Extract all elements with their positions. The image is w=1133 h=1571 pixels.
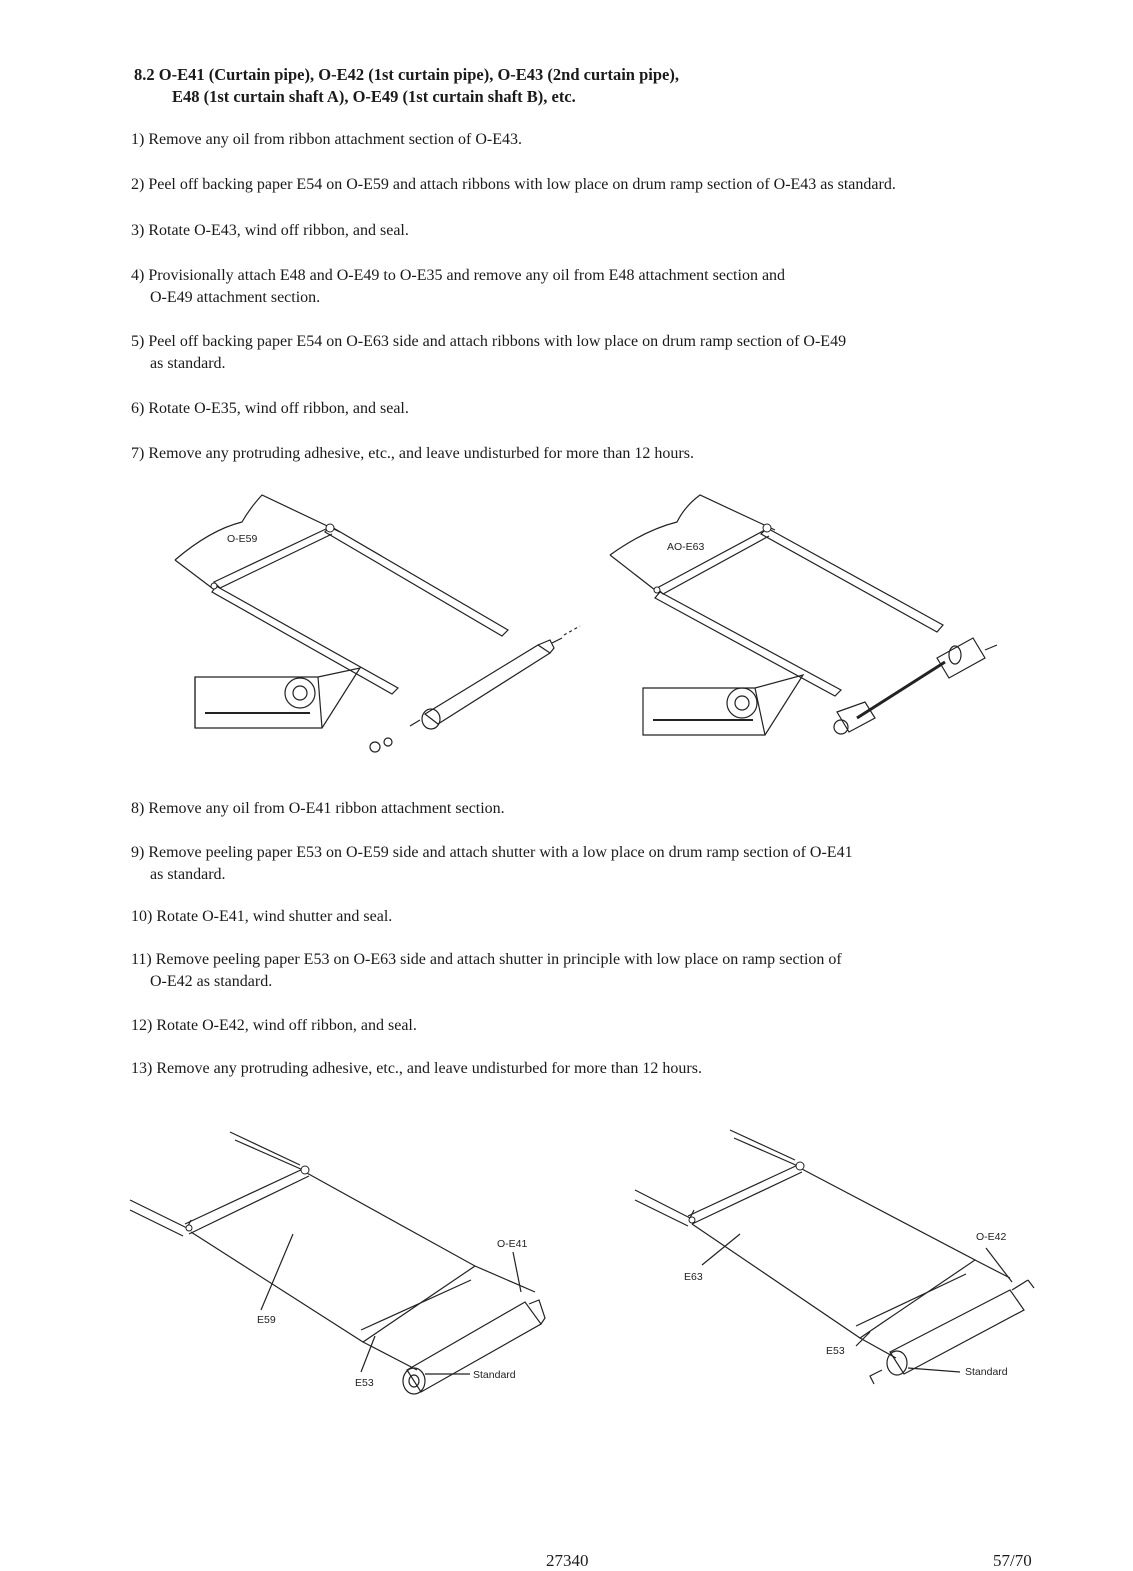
ribbon-top: [761, 528, 943, 632]
e-ring-2: [384, 738, 392, 746]
drum-ramp-block: [643, 675, 803, 735]
step-8: [131, 798, 1051, 820]
shutter-sheet: [191, 1172, 475, 1342]
paper-e53-edge: [856, 1274, 966, 1326]
section-title-line-1: 8.2 O-E41 (Curtain pipe), O-E42 (1st curtain pipe), O-E43 (2nd curtain pipe),: [134, 65, 679, 84]
step-6: [131, 398, 1051, 420]
step-13-text: 13) Remove any protruding adhesive, etc., and leave undisturbed for more than 12 hours.: [131, 1060, 702, 1077]
step-6-text: 6) Rotate O-E35, wind off ribbon, and seal.: [131, 400, 409, 417]
step-11-continuation: O-E42 as standard.: [150, 973, 273, 990]
shutter-top-edge: [185, 1168, 305, 1224]
label-e63: E63: [684, 1271, 703, 1283]
document-code: 27340: [546, 1551, 589, 1570]
label-standard: Standard: [473, 1369, 516, 1381]
step-3: [131, 220, 1051, 242]
step-9-text: 9) Remove peeling paper E53 on O-E59 side and attach shutter with a low place on drum ramp section of O-E41: [131, 844, 853, 861]
page-number: 57/70: [993, 1551, 1032, 1570]
backing-paper-outline: [175, 495, 340, 560]
figure-shutter-o-e41: [125, 1120, 565, 1400]
step-7-text: 7) Remove any protruding adhesive, etc., and leave undisturbed for more than 12 hours.: [131, 445, 694, 462]
step-3-text: 3) Rotate O-E43, wind off ribbon, and seal.: [131, 222, 409, 239]
step-11: [131, 949, 1051, 993]
step-5-continuation: as standard.: [150, 355, 226, 372]
label-o-e41: O-E41: [497, 1238, 528, 1250]
ribbon-top: [325, 526, 508, 636]
label-o-e59: O-E59: [227, 533, 258, 545]
step-11-text: 11) Remove peeling paper E53 on O-E63 side and attach shutter in principle with low place on ramp section of: [131, 951, 842, 968]
step-2-text: 2) Peel off backing paper E54 on O-E59 and attach ribbons with low place on drum ramp section of O-E43 as standard.: [131, 176, 896, 193]
label-ao-e63: AO-E63: [667, 541, 705, 553]
pipe-o-e43: [425, 645, 550, 724]
step-8-text: 8) Remove any oil from O-E41 ribbon attachment section.: [131, 800, 505, 817]
label-e53: E53: [355, 1377, 374, 1389]
shutter-top-edge: [688, 1164, 800, 1216]
paper-e53-edge: [361, 1280, 471, 1330]
step-4-text: 4) Provisionally attach E48 and O-E49 to O-E35 and remove any oil from E48 attachment section and: [131, 267, 786, 284]
step-1: [131, 129, 1051, 151]
step-5: [131, 331, 1051, 375]
label-standard: Standard: [965, 1366, 1008, 1378]
drum-ramp-block: [195, 668, 360, 728]
step-7: [131, 443, 1051, 465]
ribbon-left: [657, 530, 769, 594]
step-1-text: 1) Remove any oil from ribbon attachment section of O-E43.: [131, 131, 523, 148]
step-12-text: 12) Rotate O-E42, wind off ribbon, and seal.: [131, 1017, 417, 1034]
step-4: [131, 265, 1051, 309]
ribbon-bottom: [655, 592, 841, 696]
step-10: [131, 906, 1051, 928]
label-e53: E53: [826, 1345, 845, 1357]
section-title-line-2: E48 (1st curtain shaft A), O-E49 (1st curtain shaft B), etc.: [172, 87, 576, 106]
step-4-continuation: O-E49 attachment section.: [150, 289, 321, 306]
block-hole: [285, 678, 315, 708]
step-10-text: 10) Rotate O-E41, wind shutter and seal.: [131, 908, 393, 925]
step-13: [131, 1058, 1051, 1080]
section-title: [134, 64, 679, 108]
step-12: [131, 1015, 1051, 1037]
block-hole: [727, 688, 757, 718]
gear-o-e35: [837, 702, 875, 732]
shutter-sheet: [692, 1168, 975, 1338]
figure-shutter-o-e42: [630, 1120, 1050, 1400]
label-o-e42: O-E42: [976, 1231, 1007, 1243]
e-ring-1: [370, 742, 380, 752]
step-9-continuation: as standard.: [150, 866, 226, 883]
label-e59: E59: [257, 1314, 276, 1326]
ribbon-bottom: [212, 586, 398, 694]
step-9: [131, 842, 1051, 886]
pipe-o-e42: [890, 1290, 1024, 1374]
step-5-text: 5) Peel off backing paper E54 on O-E63 side and attach ribbons with low place on drum ramp section of O-E49: [131, 333, 847, 350]
figure-ribbon-ao-e63: [605, 490, 1025, 770]
step-2: [131, 174, 1051, 196]
figure-ribbon-o-e59: [170, 490, 590, 770]
